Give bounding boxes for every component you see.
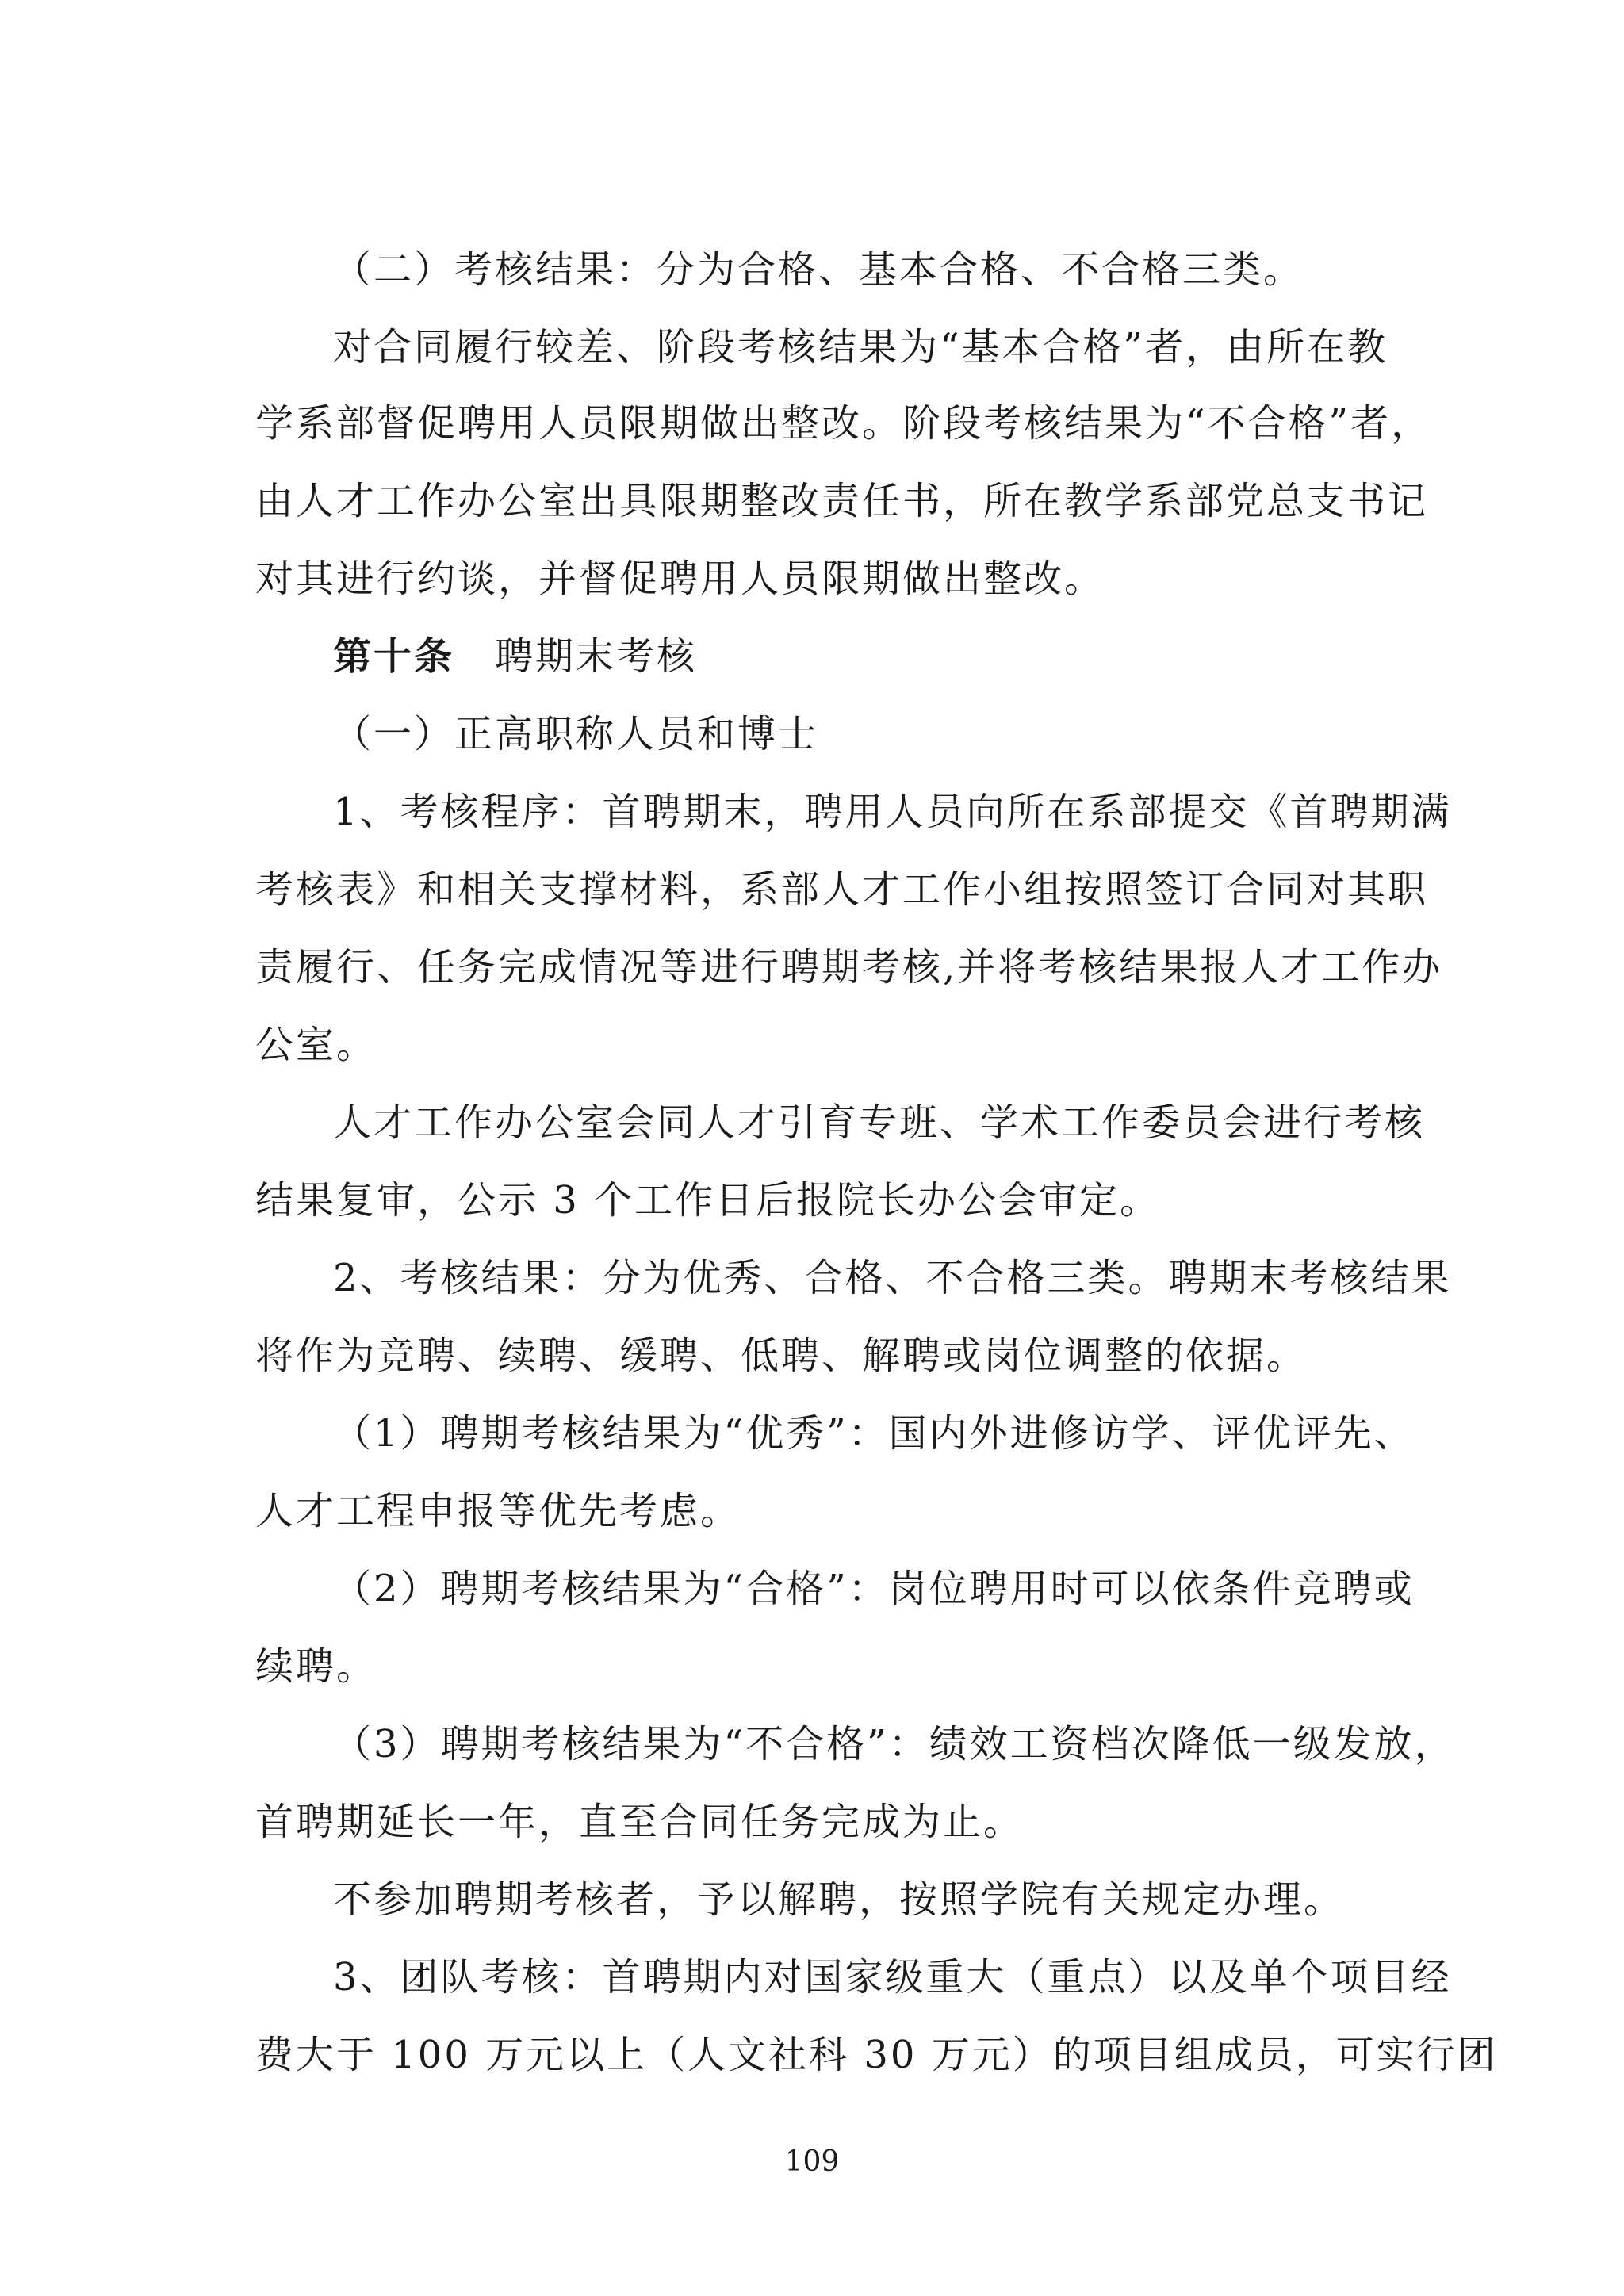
text-line: 2、考核结果：分为优秀、合格、不合格三类。聘期末考核结果 <box>333 1256 1452 1300</box>
text-line: 考核表》和相关支撑材料，系部人才工作小组按照签订合同对其职 <box>255 867 1429 912</box>
article-title: 聘期末考核 <box>454 634 698 679</box>
text-line: （3）聘期考核结果为“不合格”：绩效工资档次降低一级发放， <box>333 1722 1455 1766</box>
text-line: （1）聘期考核结果为“优秀”：国内外进修访学、评优评先、 <box>333 1411 1415 1456</box>
text-line: 首聘期延长一年，直至合同任务完成为止。 <box>255 1800 1025 1844</box>
text-line: 将作为竞聘、续聘、缓聘、低聘、解聘或岗位调整的依据。 <box>255 1334 1308 1378</box>
text-line: 人才工作办公室会同人才引育专班、学术工作委员会进行考核 <box>333 1100 1426 1145</box>
text-line: 3、团队考核：首聘期内对国家级重大（重点）以及单个项目经 <box>333 1955 1452 1999</box>
text-line: 公室。 <box>255 1023 377 1067</box>
article-heading <box>333 634 698 679</box>
text-line: （2）聘期考核结果为“合格”：岗位聘用时可以依条件竞聘或 <box>333 1567 1415 1611</box>
text-line: 不参加聘期考核者，予以解聘，按照学院有关规定办理。 <box>333 1877 1345 1922</box>
section-heading: （一）正高职称人员和博士 <box>333 712 819 756</box>
text-line: 责履行、任务完成情况等进行聘期考核,并将考核结果报人才工作办 <box>255 945 1443 989</box>
page-number: 109 <box>784 2145 840 2178</box>
text-line: 由人才工作办公室出具限期整改责任书，所在教学系部党总支书记 <box>255 479 1429 523</box>
article-number: 第十条 <box>333 634 455 679</box>
text-line: 1、考核程序：首聘期末，聘用人员向所在系部提交《首聘期满 <box>333 790 1452 834</box>
text-line: 续聘。 <box>255 1644 377 1689</box>
text-line: 对其进行约谈，并督促聘用人员限期做出整改。 <box>255 557 1105 601</box>
text-line: 费大于 100 万元以上（人文社科 30 万元）的项目组成员，可实行团 <box>255 2033 1498 2077</box>
text-line: 对合同履行较差、阶段考核结果为“基本合格”者，由所在教 <box>333 325 1388 369</box>
text-line: 结果复审，公示 3 个工作日后报院长办公会审定。 <box>255 1178 1161 1223</box>
text-line: （二）考核结果：分为合格、基本合格、不合格三类。 <box>333 247 1304 292</box>
text-line: 学系部督促聘用人员限期做出整改。阶段考核结果为“不合格”者， <box>255 401 1432 446</box>
text-line: 人才工程申报等优先考虑。 <box>255 1489 741 1533</box>
